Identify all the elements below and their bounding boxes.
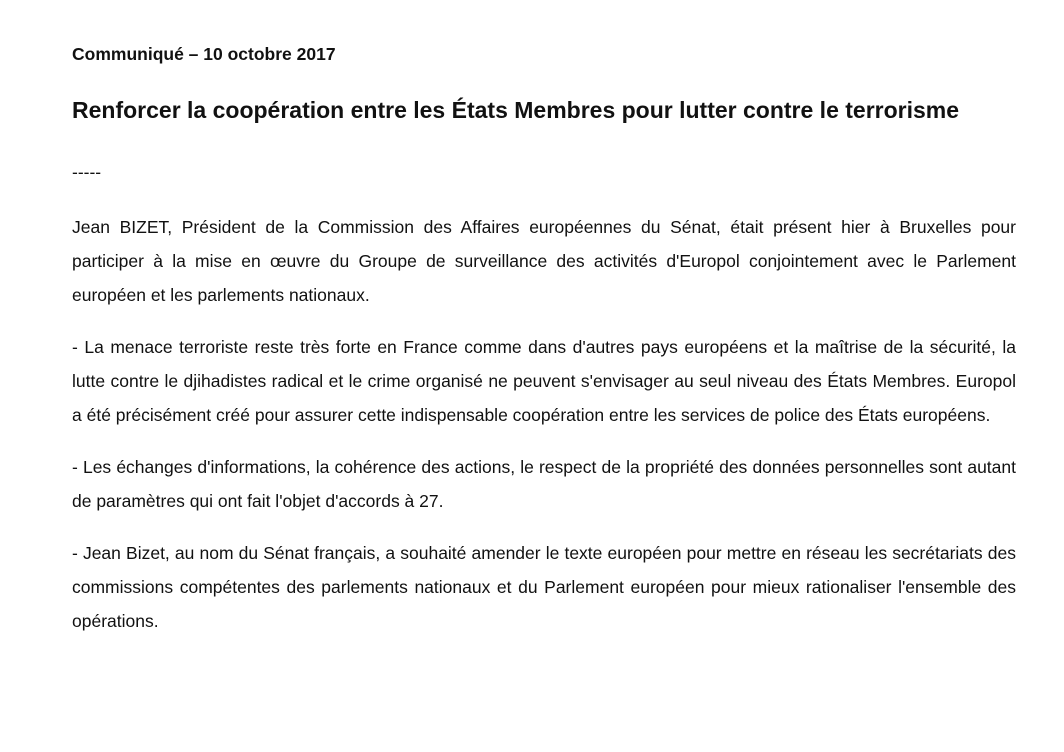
- paragraph-amendment: - Jean Bizet, au nom du Sénat français, a souhaité amender le texte européen pour mettre en réseau les secrétariats des commissions compétentes des parlements nationaux et du Parlement européen pour mieux rationaliser l'ensemble des opérations.: [72, 543, 1016, 631]
- paragraph-exchanges: - Les échanges d'informations, la cohérence des actions, le respect de la propriété des données personnelles sont autant de paramètres qui ont fait l'objet d'accords à 27.: [72, 457, 1016, 511]
- paragraph-threat: - La menace terroriste reste très forte en France comme dans d'autres pays européens et la maîtrise de la sécurité, la lutte contre le djihadistes radical et le crime organisé ne peuvent s'envisager au seul niveau des États Membres. Europol a été précisément créé pour assurer cette indispensable coopération entre les services de police des États européens.: [72, 337, 1016, 425]
- separator: -----: [72, 162, 102, 182]
- paragraph-intro: Jean BIZET, Président de la Commission des Affaires européennes du Sénat, était présent hier à Bruxelles pour participer à la mise en œuvre du Groupe de surveillance des activités d'Europol conjointement avec le Parlement européen et les parlements nationaux.: [72, 217, 1016, 305]
- page-title: Renforcer la coopération entre les États Membres pour lutter contre le terrorisme: [72, 97, 960, 123]
- dateline: Communiqué – 10 octobre 2017: [72, 44, 336, 64]
